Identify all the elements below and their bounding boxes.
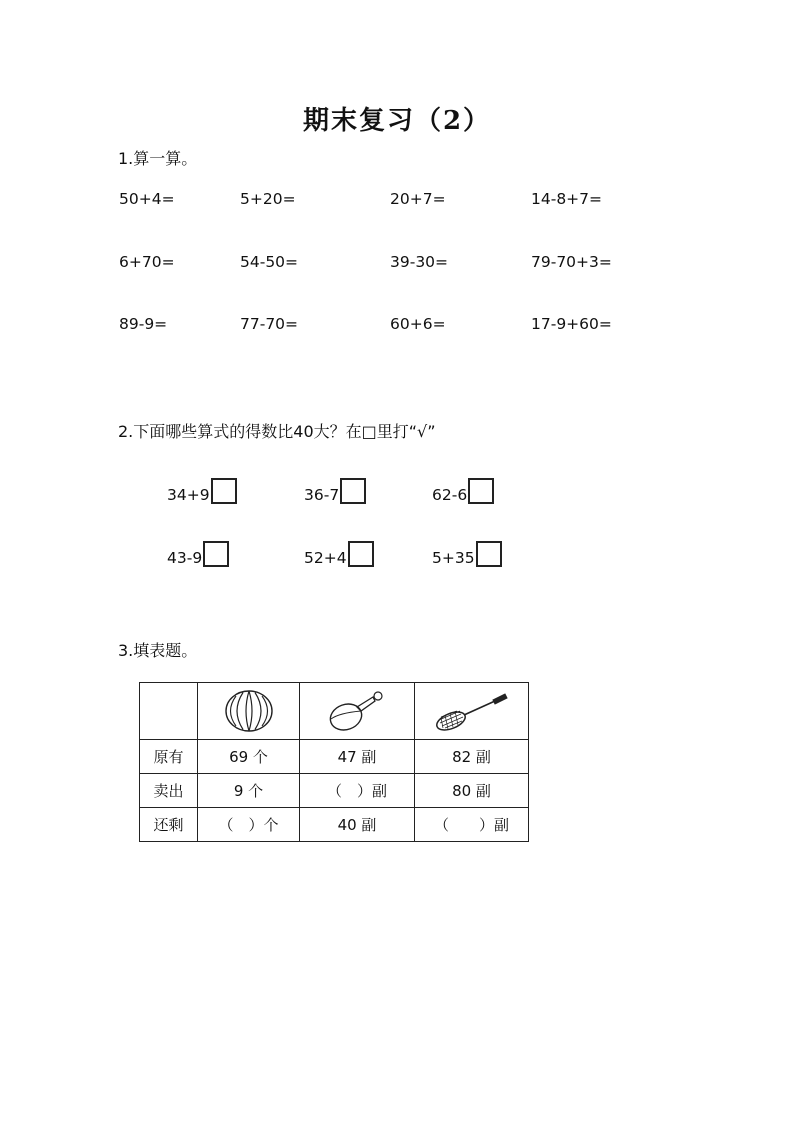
- q2-item: [304, 541, 374, 567]
- q1-expression: 89-9=: [119, 315, 168, 333]
- table-header-cell: [198, 683, 300, 740]
- q1-expression: 50+4=: [119, 190, 175, 208]
- answer-blank-cell[interactable]: （ ）副: [300, 774, 415, 808]
- q2-item: [167, 541, 229, 567]
- q2-expression: 36-7: [304, 486, 340, 504]
- q2-expression: 62-6: [432, 486, 468, 504]
- table-row: [140, 740, 529, 774]
- page-title: 期末复习（2）: [302, 106, 492, 136]
- table-corner-cell: [140, 683, 198, 740]
- question-2-heading: 2.下面哪些算式的得数比40大？在□里打“√”: [118, 422, 436, 441]
- table-header-cell: [300, 683, 415, 740]
- q1-expression: 17-9+60=: [531, 315, 612, 333]
- q2-expression: 5+35: [432, 549, 475, 567]
- q1-expression: 20+7=: [390, 190, 446, 208]
- q1-expression: 39-30=: [390, 253, 449, 271]
- table-cell: 82 副: [415, 740, 529, 774]
- table-row: [140, 774, 529, 808]
- q1-expression: 14-8+7=: [531, 190, 603, 208]
- q1-expression: 54-50=: [240, 253, 299, 271]
- table-cell: 80 副: [415, 774, 529, 808]
- q2-item: [432, 541, 502, 567]
- fill-in-table: [139, 682, 529, 842]
- row-label: 卖出: [140, 774, 198, 808]
- badminton-racket-icon: [433, 691, 511, 731]
- answer-blank-cell[interactable]: （ ）副: [415, 808, 529, 842]
- q2-item: [432, 478, 494, 504]
- table-cell: 47 副: [300, 740, 415, 774]
- answer-checkbox[interactable]: [348, 541, 374, 567]
- q1-expression: 60+6=: [390, 315, 446, 333]
- question-3-heading: 3.填表题。: [118, 641, 198, 660]
- answer-checkbox[interactable]: [211, 478, 237, 504]
- q2-expression: 43-9: [167, 549, 203, 567]
- q1-expression: 77-70=: [240, 315, 299, 333]
- q1-expression: 79-70+3=: [531, 253, 612, 271]
- table-row: [140, 808, 529, 842]
- answer-checkbox[interactable]: [468, 478, 494, 504]
- q2-item: [167, 478, 237, 504]
- q2-item: [304, 478, 366, 504]
- answer-checkbox[interactable]: [340, 478, 366, 504]
- question-1-heading: 1.算一算。: [118, 149, 198, 168]
- table-cell: 69 个: [198, 740, 300, 774]
- q1-expression: 6+70=: [119, 253, 175, 271]
- answer-checkbox[interactable]: [203, 541, 229, 567]
- table-cell: 40 副: [300, 808, 415, 842]
- table-cell: 9 个: [198, 774, 300, 808]
- ball-icon: [223, 688, 275, 734]
- q2-expression: 34+9: [167, 486, 210, 504]
- row-label: 还剩: [140, 808, 198, 842]
- answer-blank-cell[interactable]: （ ）个: [198, 808, 300, 842]
- row-label: 原有: [140, 740, 198, 774]
- answer-checkbox[interactable]: [476, 541, 502, 567]
- table-header-cell: [415, 683, 529, 740]
- q1-expression: 5+20=: [240, 190, 296, 208]
- table-header-row: [140, 683, 529, 740]
- ping-pong-paddle-icon: [327, 689, 387, 733]
- q2-expression: 52+4: [304, 549, 347, 567]
